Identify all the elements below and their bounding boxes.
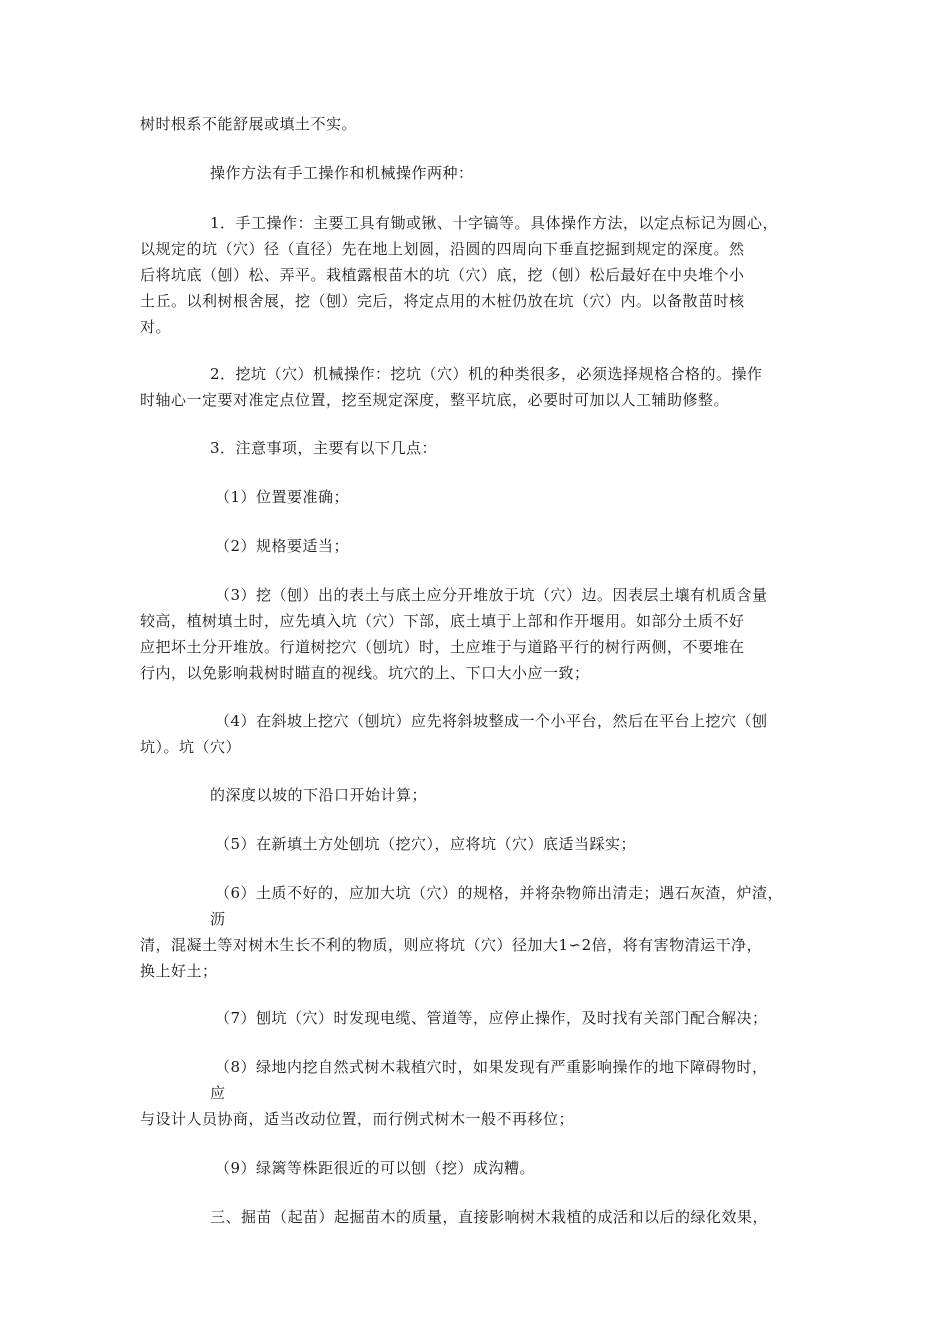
text-line: 沥 [210, 910, 226, 928]
text-line: 时轴心一定要对准定点位置，挖至规定深度，整平坑底，必要时可加以人工辅助修整。 [140, 391, 730, 409]
text-line: 树时根系不能舒展或填土不实。 [140, 115, 358, 133]
text-line: 操作方法有手工操作和机械操作两种： [210, 164, 474, 182]
text-line: 3．注意事项，主要有以下几点： [210, 439, 438, 457]
text-line: （9）绿篱等株距很近的可以刨（挖）成沟糟。 [215, 1159, 536, 1177]
text-line: 应 [210, 1084, 226, 1102]
text-line: 较高，植树填土时，应先填入坑（穴）下部，底土填于上部和作开堰用。如部分土质不好 [140, 612, 745, 630]
text-line: 坑）。坑（穴） [140, 738, 242, 756]
text-line: 行内，以免影响栽树时瞄直的视线。坑穴的上、下口大小应一致； [140, 664, 590, 682]
text-line: （1）位置要准确； [215, 488, 350, 506]
text-line: （5）在新填土方处刨坑（挖穴），应将坑（穴）底适当踩实； [215, 835, 637, 853]
text-line: 以规定的坑（穴）径（直径）先在地上划圆，沿圆的四周向下垂直挖掘到规定的深度。然 [140, 240, 745, 258]
text-line: 对。 [140, 318, 172, 336]
text-line: 清，混凝土等对树木生长不利的物质，则应将坑（穴）径加大1∽2倍，将有害物清运干净， [140, 936, 763, 954]
text-line: （6）土质不好的，应加大坑（穴）的规格，并将杂物筛出清走；遇石灰渣，炉渣， [215, 884, 784, 902]
text-line: 土丘。以利树根舍展，挖（刨）完后，将定点用的木桩仍放在坑（穴）内。以备散苗时核 [140, 292, 745, 310]
text-line: 1．手工操作：主要工具有锄或锹、十字镐等。具体操作方法，以定点标记为圆心， [210, 214, 779, 232]
text-line: （8）绿地内挖自然式树木栽植穴时，如果发现有严重影响操作的地下障碍物时， [215, 1058, 768, 1076]
text-line: 的深度以坡的下沿口开始计算； [210, 786, 428, 804]
text-line: （4）在斜坡上挖穴（刨坑）应先将斜坡整成一个小平台，然后在平台上挖穴（刨 [215, 712, 768, 730]
text-line: 后将坑底（刨）松、弄平。栽植露根苗木的坑（穴）底，挖（刨）松后最好在中央堆个小 [140, 266, 745, 284]
text-line: 换上好土； [140, 962, 218, 980]
text-line: 三、掘苗（起苗）起掘苗木的质量，直接影响树木栽植的成活和以后的绿化效果， [210, 1208, 769, 1226]
text-line: 应把坏土分开堆放。行道树挖穴（刨坑）时，土应堆于与道路平行的树行两侧，不要堆在 [140, 638, 745, 656]
text-line: 与设计人员协商，适当改动位置，而行例式树木一般不再移位； [140, 1110, 575, 1128]
text-line: （7）刨坑（穴）时发现电缆、管道等，应停止操作，及时找有关部门配合解决； [215, 1009, 768, 1027]
text-line: 2．挖坑（穴）机械操作：挖坑（穴）机的种类很多，必须选择规格合格的。操作 [210, 365, 763, 383]
text-line: （2）规格要适当； [215, 537, 350, 555]
text-line: （3）挖（刨）出的表土与底土应分开堆放于坑（穴）边。因表层土壤有机质含量 [215, 586, 768, 604]
